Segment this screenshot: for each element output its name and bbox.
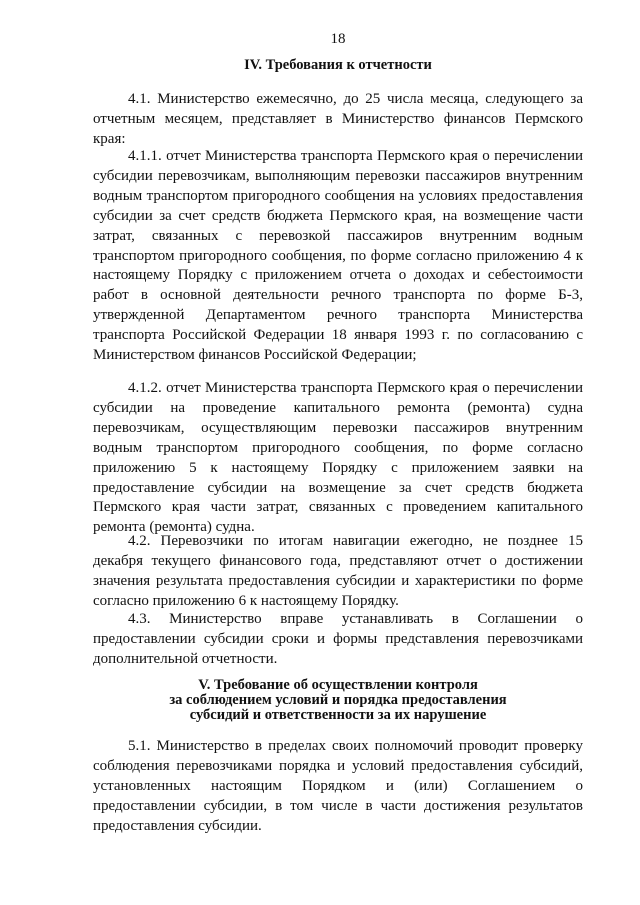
paragraph-4-2: 4.2. Перевозчики по итогам навигации ежегодно, не позднее 15 декабря текущего финансового года, представляют отчет о достижении значения результата предоставления субсидии и характеристики по форме согласно приложению 6 к настоящему Порядку.: [93, 533, 583, 609]
section-v-heading-line-3: субсидий и ответственности за их нарушение: [189, 707, 487, 723]
paragraph-4-1-2: 4.1.2. отчет Министерства транспорта Пермского края о перечислении субсидии на проведение капитального ремонта (ремонта) судна перевозчикам, осуществляющим перевозки пассажиров внутренним водным транспортом пригородного сообщения, по форме согласно приложению 5 к настоящему Порядку с приложением заявки на предоставление субсидии на возмещение за счет средств бюджета Пермского края части затрат, связанных с проведением капитального ремонта (ремонта) судна.: [93, 380, 583, 536]
paragraph-4-3: 4.3. Министерство вправе устанавливать в Соглашении о предоставлении субсидии сроки и формы представления перевозчиками дополнительной отчетности.: [93, 611, 583, 667]
page-number: 18: [330, 31, 346, 47]
section-v-heading: [93, 678, 583, 723]
paragraph-4-1-1: 4.1.1. отчет Министерства транспорта Пермского края о перечислении субсидии перевозчикам, выполняющим перевозки пассажиров внутренним водным транспортом пригородного сообщения на условиях предоставления субсидии за счет средств бюджета Пермского края, на возмещение части затрат, связанных с перевозкой пассажиров внутренним водным транспортом пригородного сообщения, по форме согласно приложению 4 к настоящему Порядку с приложением отчета о доходах и себестоимости работ в основной деятельности речного транспорта по форме Б-3, утвержденной Департаментом речного транспорта Министерства транспорта Российской Федерации 18 января 1993 г. по согласованию с Министерством финансов Российской Федерации;: [93, 148, 583, 364]
section-iv-heading: IV. Требования к отчетности: [244, 57, 432, 73]
section-v-heading-line-2: за соблюдением условий и порядка предоставления: [169, 692, 507, 708]
paragraph-4-1: 4.1. Министерство ежемесячно, до 25 числа месяца, следующего за отчетным месяцем, представляет в Министерство финансов Пермского края:: [93, 91, 583, 147]
paragraph-5-1: 5.1. Министерство в пределах своих полномочий проводит проверку соблюдения перевозчиками порядка и условий предоставления субсидий, установленных настоящим Порядком и (или) Соглашением о предоставлении субсидии, в том числе в части достижения результатов предоставления субсидии.: [93, 738, 583, 834]
section-v-heading-line-1: V. Требование об осуществлении контроля: [198, 677, 478, 693]
